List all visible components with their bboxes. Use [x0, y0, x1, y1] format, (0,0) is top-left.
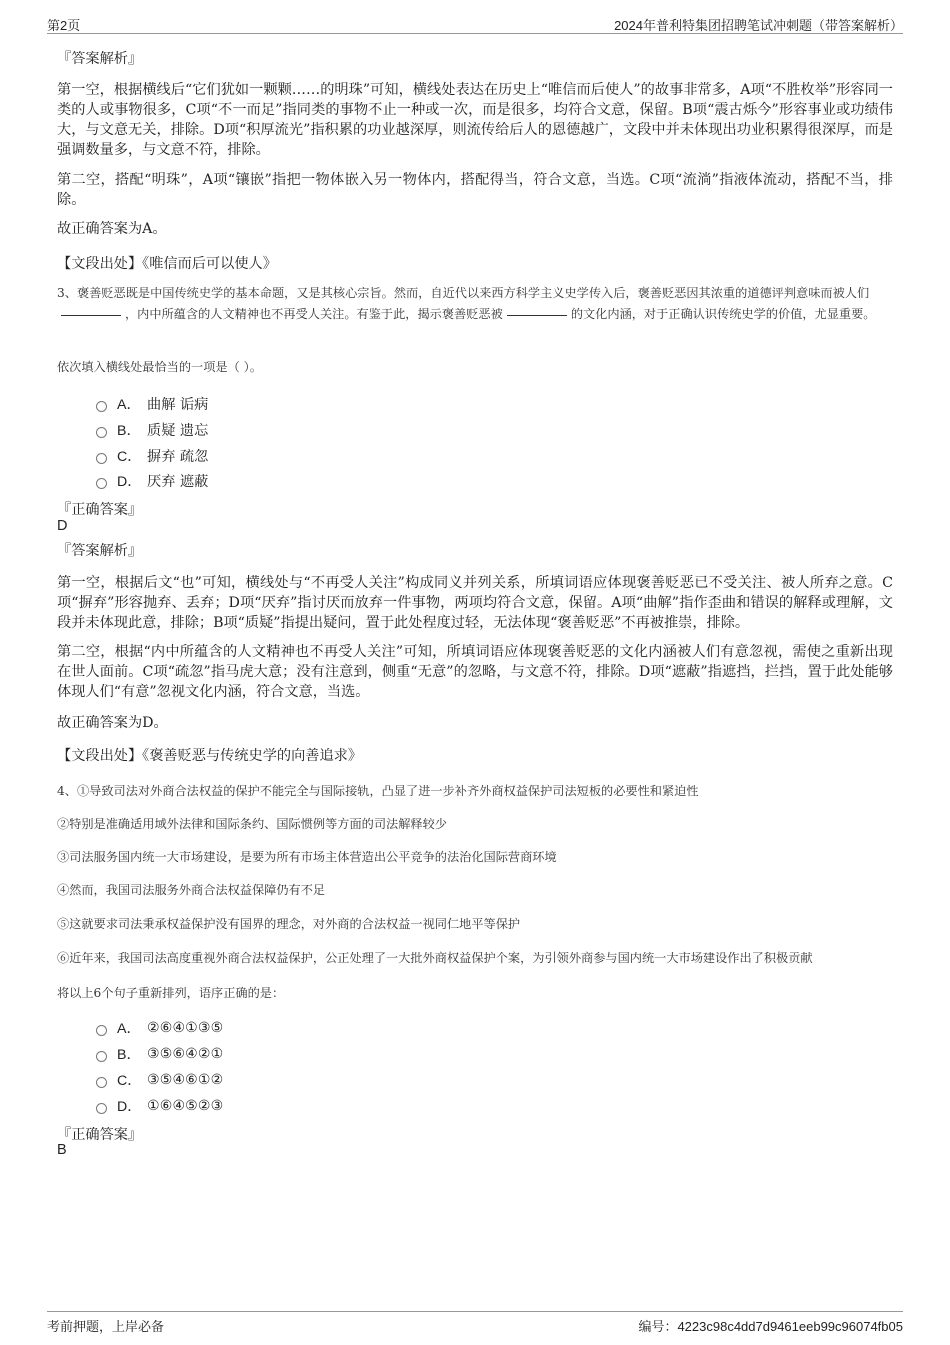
q4-option-b[interactable]: B． ③⑤⑥④②①	[96, 1044, 223, 1064]
q3-correct-answer: D	[57, 518, 68, 534]
blank-1	[61, 314, 121, 316]
q2-source: 【文段出处】《唯信而后可以使人》	[57, 256, 277, 272]
radio-icon[interactable]	[96, 453, 107, 464]
q3-option-a[interactable]: A． 曲解 诟病	[96, 394, 208, 414]
q4-correct-answer: B	[57, 1142, 67, 1158]
q3-instruction: 依次填入横线处最恰当的一项是（ ）。	[57, 360, 262, 374]
page-footer	[47, 1311, 903, 1334]
page-number: 第2页	[47, 18, 81, 33]
page-header	[47, 13, 903, 34]
radio-icon[interactable]	[96, 1025, 107, 1036]
q4-sentence-6: ⑥近年来，我国司法高度重视外商合法权益保护，公正处理了一大批外商权益保护个案，为引领外商参与国内统一大市场建设作出了积极贡献	[57, 951, 813, 965]
radio-icon[interactable]	[96, 427, 107, 438]
q3-correct-label: 『正确答案』	[57, 502, 143, 518]
q3-analysis-label: 『答案解析』	[57, 543, 143, 559]
q3-stem: 3、褒善贬恶既是中国传统史学的基本命题，又是其核心宗旨。然而，自近代以来西方科学主义史学传入后，褒善贬恶因其浓重的道德评判意味而被人们，内中所蕴含的人文精神也不再受人关注。有鉴于此，揭示褒善贬恶被 的文化内涵，对于正确认识传统史学的价值，尤显重要。	[57, 286, 876, 321]
q4-instruction: 将以上6个句子重新排列，语序正确的是：	[57, 986, 285, 1000]
footer-slogan: 考前押题，上岸必备	[47, 1320, 165, 1335]
q2-analysis-para1: 第一空，根据横线后“它们犹如一颗颗……的明珠”可知，横线处表达在历史上“唯信而后使人”的故事非常多，A项“不胜枚举”形容同一类的人或事物很多，C项“不一而足”指同类的事物不止一种或一次，而是很多，均符合文意，保留。B项“震古烁今”形容事业或功绩伟大，与文意无关，排除。D项“积厚流光”指积累的功业越深厚，则流传给后人的恩德越广，文段中并未体现出功业积累得很深厚，而是强调数量多，与文意不符，排除。	[57, 82, 893, 158]
radio-icon[interactable]	[96, 1051, 107, 1062]
q4-option-c[interactable]: C． ③⑤④⑥①②	[96, 1070, 223, 1090]
q4-sentence-1: 4、①导致司法对外商合法权益的保护不能完全与国际接轨，凸显了进一步补齐外商权益保护司法短板的必要性和紧迫性	[57, 784, 699, 798]
q4-sentence-2: ②特别是准确适用域外法律和国际条约、国际惯例等方面的司法解释较少	[57, 817, 447, 831]
q3-conclusion: 故正确答案为D。	[57, 715, 168, 731]
q2-conclusion: 故正确答案为A。	[57, 221, 167, 237]
q4-sentence-3: ③司法服务国内统一大市场建设，是要为所有市场主体营造出公平竞争的法治化国际营商环境	[57, 850, 557, 864]
q2-analysis-para2: 第二空，搭配“明珠”，A项“镶嵌”指把一物体嵌入另一物体内，搭配得当，符合文意，当选。C项“流淌”指液体流动，搭配不当，排除。	[57, 172, 893, 208]
radio-icon[interactable]	[96, 478, 107, 489]
q2-analysis-label: 『答案解析』	[57, 51, 143, 67]
q3-source: 【文段出处】《褒善贬恶与传统史学的向善追求》	[57, 748, 363, 764]
blank-2	[507, 314, 567, 316]
q4-sentence-4: ④然而，我国司法服务外商合法权益保障仍有不足	[57, 883, 326, 897]
radio-icon[interactable]	[96, 1077, 107, 1088]
radio-icon[interactable]	[96, 401, 107, 412]
document-title: 2024年普利特集团招聘笔试冲刺题（带答案解析）	[614, 18, 903, 33]
q4-sentence-5: ⑤这就要求司法秉承权益保护没有国界的理念，对外商的合法权益一视同仁地平等保护	[57, 917, 521, 931]
q3-option-d[interactable]: D． 厌弃 遮蔽	[96, 471, 208, 491]
document-id: 编号：4223c98c4dd7d9461eeb99c96074fb05	[638, 1319, 903, 1334]
q4-correct-label: 『正确答案』	[57, 1127, 143, 1143]
q3-analysis-para2: 第二空，根据“内中所蕴含的人文精神也不再受人关注”可知，所填词语应体现褒善贬恶的文化内涵被人们有意忽视，需使之重新出现在世人面前。C项“疏忽”指马虎大意；没有注意到，侧重“无意”的忽略，与文意不符，排除。D项“遮蔽”指遮挡，拦挡，置于此处能够体现人们“有意”忽视文化内涵，符合文意，当选。	[57, 644, 893, 700]
q3-option-b[interactable]: B． 质疑 遗忘	[96, 420, 208, 440]
q3-option-c[interactable]: C． 摒弃 疏忽	[96, 446, 208, 466]
q4-option-d[interactable]: D． ①⑥④⑤②③	[96, 1096, 223, 1116]
radio-icon[interactable]	[96, 1103, 107, 1114]
q3-analysis-para1: 第一空，根据后文“也”可知，横线处与“不再受人关注”构成同义并列关系，所填词语应体现褒善贬恶已不受关注、被人所弃之意。C项“摒弃”形容抛弃、丢弃；D项“厌弃”指讨厌而放弃一件事物，两项均符合文意，保留。A项“曲解”指作歪曲和错误的解释或理解，文段并未体现此意，排除；B项“质疑”指提出疑问，置于此处程度过轻，无法体现“褒善贬恶”不再被推崇，排除。	[57, 575, 893, 631]
q4-option-a[interactable]: A． ②⑥④①③⑤	[96, 1018, 223, 1038]
